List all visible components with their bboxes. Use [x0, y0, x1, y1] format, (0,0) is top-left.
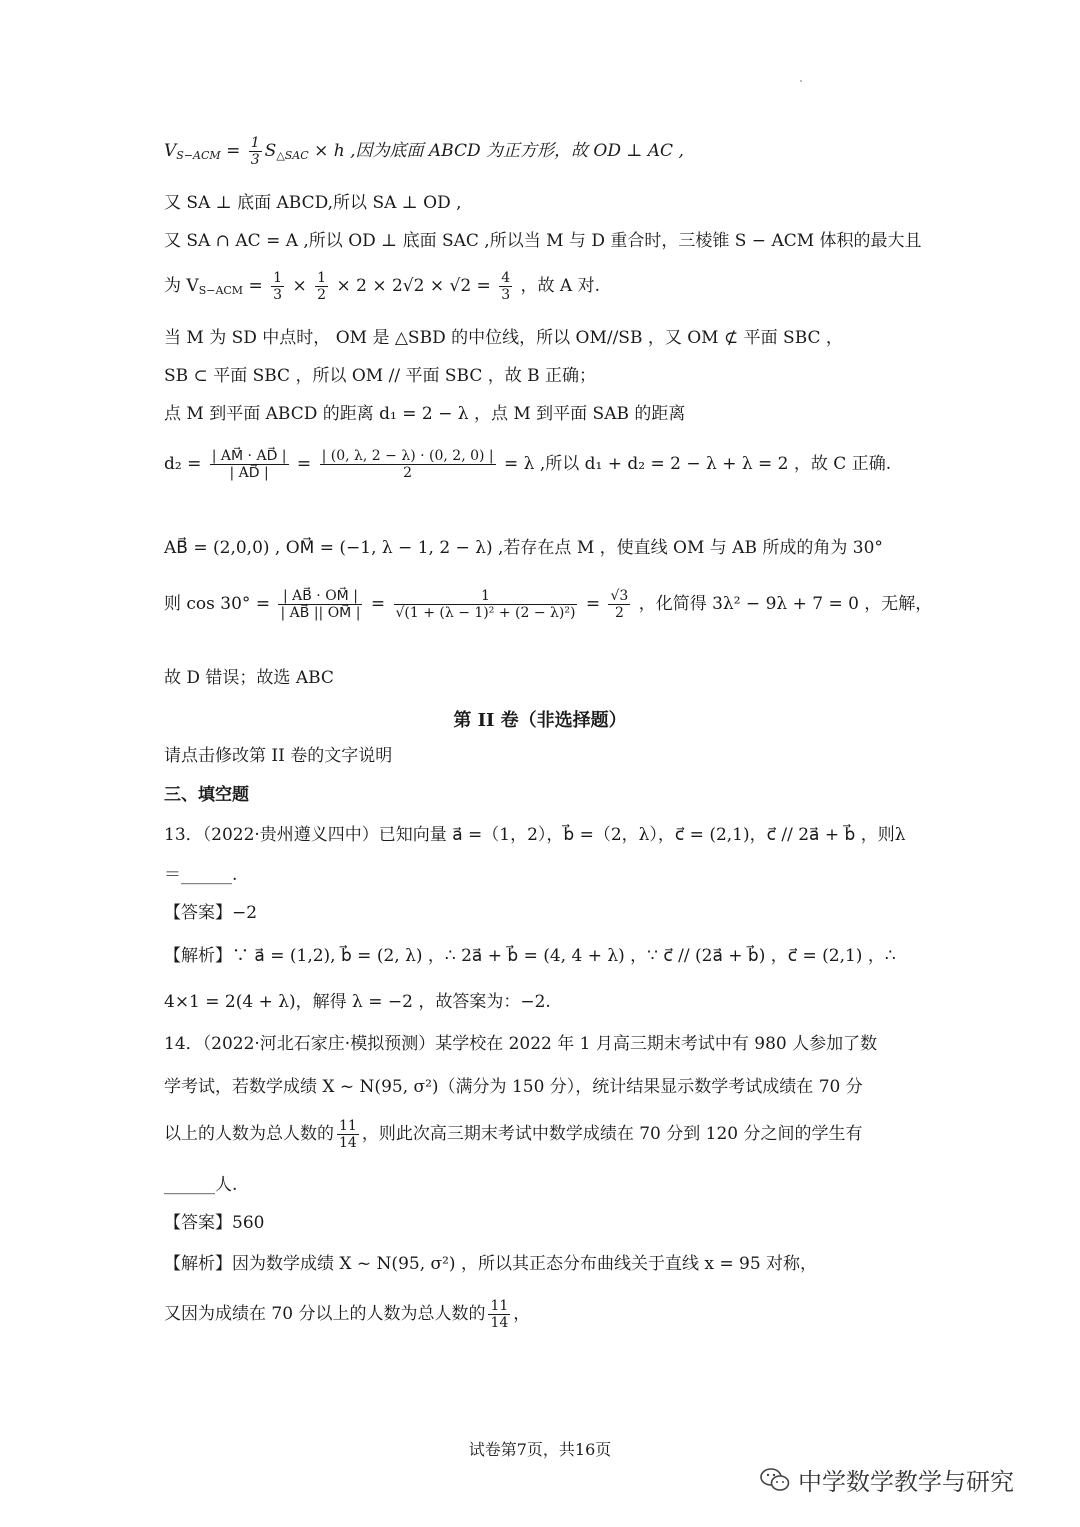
fraction-cos: $\frac{| AB⃗ \cdot OM⃗ |}{| AB⃗ || OM⃗ |}$: [280, 588, 361, 622]
question-14-line-4: ______人.: [164, 1175, 238, 1195]
fraction-one-third: $\frac{1}{3}$: [250, 135, 260, 169]
question-14-line-2: 学考试，若数学成绩 X ~ N(95, σ²)（满分为 150 分），统计结果显示数学考试成绩在 70 分: [164, 1077, 863, 1097]
watermark-text: 中学数学教学与研究: [798, 1468, 1014, 1496]
equals: =: [220, 141, 246, 162]
question-14-answer: 【答案】560: [164, 1213, 265, 1233]
solution-line-1: [164, 135, 684, 168]
solution-line-6: SB ⊂ 平面 SBC ，所以 OM // 平面 SBC ，故 B 正确；: [164, 366, 597, 386]
fraction-11-14-b: $\frac{11}{14}$: [490, 1298, 509, 1332]
fraction-1-2: $\frac{1}{2}$: [317, 270, 327, 304]
question-13-line-1: 13．（2022·贵州遵义四中）已知向量 a⃗ =（1，2），b⃗ =（2，λ），c⃗ = (2,1)，c⃗ // 2a⃗ + b⃗ ，则λ: [164, 825, 906, 845]
line-1-text: × h ,因为底面 ABCD 为正方形，故 OD ⊥ AC ,: [308, 141, 684, 162]
question-13-explanation-2: 4×1 = 2(4 + λ)，解得 λ = −2 ，故答案为：−2.: [164, 992, 551, 1012]
question-13-line-2: ＝______.: [164, 865, 238, 885]
volume-symbol: V: [164, 141, 177, 162]
question-14-line-3: 以上的人数为总人数的 $\frac{11}{14}$ ，则此次高三期末考试中数学成绩在 70 分到 120 分之间的学生有: [164, 1118, 863, 1152]
solution-line-7: 点 M 到平面 ABCD 的距离 d₁ = 2 − λ ，点 M 到平面 SAB 的距离: [164, 404, 686, 424]
solution-line-3: 又 SA ∩ AC = A ,所以 OD ⊥ 底面 SAC ,所以当 M 与 D 重合时，三棱锥 S − ACM 体积的最大且: [164, 231, 922, 251]
question-13-explanation-1: 【解析】∵ a⃗ = (1,2), b⃗ = (2, λ) ，∴ 2a⃗ + b⃗ = (4, 4 + λ) ，∵ c⃗ // (2a⃗ + b⃗) ，c⃗ = (2,1) ，∴: [164, 946, 896, 966]
fraction-dot-product: $\frac{| (0, \lambda, 2 - \lambda) \cdot (0, 2, 0) |}{2}$: [321, 448, 494, 482]
fraction-1-3: $\frac{1}{3}$: [273, 270, 283, 304]
wechat-icon: [760, 1467, 790, 1493]
volume-subscript: S−ACM: [176, 149, 221, 163]
scan-speck: [800, 80, 802, 82]
solution-line-8: d₂ = $\frac{| AM⃗ \cdot AD⃗ |}{| AD⃗ |}$ = $\frac{| (0, \lambda, 2 - \lambda) \cdot (0, 2, 0) |}{2}$ = λ ,所以 d₁ + d₂ = 2 − λ + λ = 2 ，故 C 正确.: [164, 448, 892, 482]
fraction-11-14: $\frac{11}{14}$: [339, 1118, 357, 1152]
solution-line-2: 又 SA ⊥ 底面 ABCD,所以 SA ⊥ OD ,: [164, 193, 462, 213]
section-note: 请点击修改第 II 卷的文字说明: [164, 746, 393, 766]
fraction-projection: $\frac{| AM⃗ \cdot AD⃗ |}{| AD⃗ |}$: [211, 448, 287, 482]
question-14-explanation-1: 【解析】因为数学成绩 X ~ N(95, σ²) ，所以其正态分布曲线关于直线 x = 95 对称，: [164, 1254, 818, 1274]
solution-line-11: 故 D 错误；故选 ABC: [164, 668, 334, 688]
question-14-line-1: 14．（2022·河北石家庄·模拟预测）某学校在 2022 年 1 月高三期末考试中有 980 人参加了数: [164, 1034, 878, 1054]
question-13-answer: 【答案】−2: [164, 903, 258, 923]
page-footer: 试卷第7页，共16页: [468, 1440, 612, 1459]
fraction-root: $\frac{1}{\text{√(1 + (λ − 1)² + (2 − λ)²)}}$: [395, 588, 576, 622]
area-subscript: △SAC: [276, 149, 309, 163]
solution-line-4: 为 $V_{S-ACM}$ = $\frac{1}{3}$ × $\frac{1}{2}$ × 2 × 2√2 × √2 = $\frac{4}{3}$ ，故 A 对.: [164, 270, 601, 304]
section-title: 三、填空题: [164, 785, 249, 805]
wechat-watermark: [760, 1462, 1014, 1497]
fraction-root3-2: $\frac{√3}{2}$: [610, 588, 629, 622]
solution-line-9: AB⃗ = (2,0,0) , OM⃗ = (−1, λ − 1, 2 − λ) ,若存在点 M ，使直线 OM 与 AB 所成的角为 30°: [164, 538, 883, 558]
question-14-explanation-2: 又因为成绩在 70 分以上的人数为总人数的 $\frac{11}{14}$ ，: [164, 1298, 531, 1332]
solution-line-10: 则 cos 30° = $\frac{| AB⃗ \cdot OM⃗ |}{| AB⃗ || OM⃗ |}$ = $\frac{1}{\text{√(1 + (λ − 1)² + (2 − λ)²)}}$ = $\frac{√3}{2}$ ，化简得 3λ² − 9λ + 7 = 0 ，无解，: [164, 588, 933, 622]
section-heading: 第 II 卷（非选择题）: [453, 710, 627, 731]
solution-line-5: 当 M 为 SD 中点时， OM 是 △SBD 的中位线，所以 OM//SB ，又 OM ⊄ 平面 SBC ，: [164, 328, 843, 348]
area-symbol: S: [264, 141, 277, 162]
fraction-4-3: $\frac{4}{3}$: [501, 270, 511, 304]
